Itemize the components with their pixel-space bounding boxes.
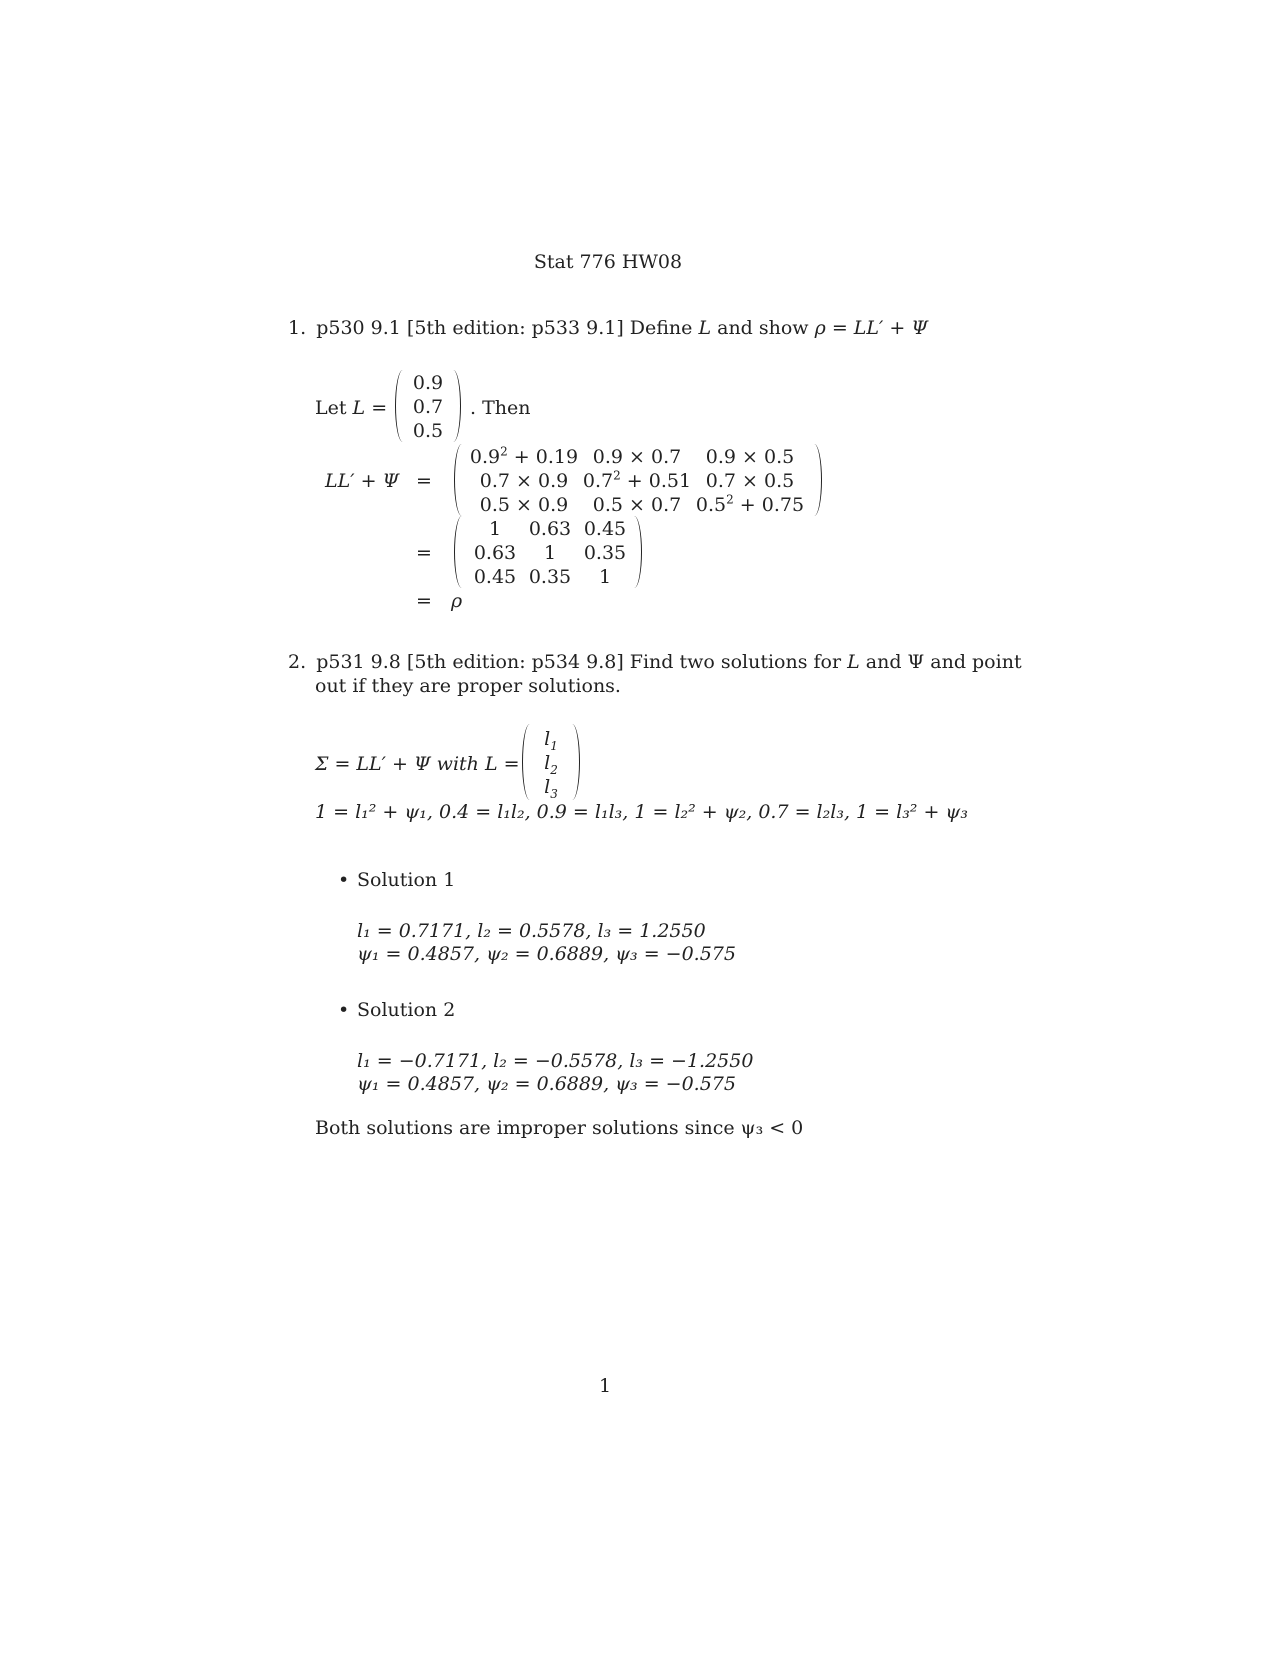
- q2-number: 2.: [288, 651, 307, 673]
- l-vector: [522, 724, 580, 800]
- q2-text: p531 9.8 [5th edition: p534 9.8] Find two solutions for: [316, 651, 848, 673]
- q1-header-text: p530 9.1 [5th edition: p533 9.1] Define: [316, 317, 699, 339]
- l-vector-cell: $l_1$: [544, 728, 558, 753]
- eq-sign-1: =: [416, 470, 432, 492]
- q1-header-and-show: and show: [711, 317, 815, 339]
- q2-line1: [288, 653, 1022, 672]
- matrix-expanded-cell: 0.5 × 0.9: [479, 494, 569, 516]
- eq-sign-2: =: [416, 542, 432, 564]
- q2-L: L: [847, 651, 860, 673]
- matrix-expanded-cell: 0.5 × 0.7: [592, 494, 682, 516]
- matrix-expanded: [454, 444, 822, 516]
- sigma-equation: [315, 755, 520, 774]
- sigma-eq: Σ = LL′ + Ψ with: [315, 753, 485, 775]
- matrix-correlation: [454, 516, 642, 588]
- sigma-L: L: [484, 753, 498, 775]
- matrix-expanded-cell: $0.7^2 + 0.51$: [582, 468, 692, 492]
- q1-header-L: L: [698, 317, 712, 339]
- constraint-equations: 1 = l₁² + ψ₁, 0.4 = l₁l₂, 0.9 = l₁l₃, 1 = l₂² + ψ₂, 0.7 = l₂l₃, 1 = l₃² + ψ₃: [315, 801, 968, 823]
- rho-symbol: ρ: [451, 590, 463, 612]
- l-vector-cell: $l_2$: [544, 752, 558, 777]
- solution-1-l-values: l₁ = 0.7171, l₂ = 0.5578, l₃ = 1.2550: [357, 920, 706, 942]
- q1-lhs: LL′ + Ψ: [325, 470, 400, 492]
- matrix-correlation-cell: 1: [488, 518, 502, 540]
- matrix-expanded-cell: 0.9 × 0.7: [592, 446, 682, 468]
- matrix-correlation-cell: 0.35: [528, 566, 572, 588]
- q1-header: [288, 319, 928, 338]
- solution-2-psi-values: ψ₁ = 0.4857, ψ₂ = 0.6889, ψ₃ = −0.575: [357, 1073, 736, 1095]
- solution-1-psi-values: ψ₁ = 0.4857, ψ₂ = 0.6889, ψ₃ = −0.575: [357, 943, 736, 965]
- solution-2-l-values: l₁ = −0.7171, l₂ = −0.5578, l₃ = −1.2550: [357, 1050, 754, 1072]
- q1-number: 1.: [288, 317, 307, 339]
- solution-2-bullet: •: [338, 999, 350, 1021]
- matrix-correlation-cell: 0.45: [473, 566, 517, 588]
- matrix-correlation-cell: 0.63: [528, 518, 572, 540]
- matrix-correlation-cell: 0.45: [583, 518, 627, 540]
- matrix-correlation-cell: 0.35: [583, 542, 627, 564]
- L-vector-cell: 0.7: [412, 396, 444, 418]
- let-eq: =: [365, 397, 388, 419]
- matrix-expanded-cell: $0.9^2 + 0.19$: [469, 444, 579, 468]
- matrix-expanded-cell: 0.7 × 0.5: [705, 470, 795, 492]
- let-L: L: [352, 397, 366, 419]
- l-vector-cell: $l_3$: [544, 776, 558, 801]
- solution-2-label: Solution 2: [357, 999, 456, 1021]
- sigma-L-eq: =: [497, 753, 520, 775]
- L-vector: [395, 370, 461, 442]
- matrix-correlation-cell: 0.63: [473, 542, 517, 564]
- let-label: Let: [315, 397, 353, 419]
- L-vector-cell: 0.9: [412, 372, 444, 394]
- matrix-expanded-cell: 0.7 × 0.9: [479, 470, 569, 492]
- solution-1-label: Solution 1: [357, 869, 456, 891]
- page-number: 1: [598, 1375, 612, 1397]
- matrix-expanded-cell: 0.9 × 0.5: [705, 446, 795, 468]
- matrix-correlation-cell: 1: [543, 542, 557, 564]
- q1-header-equation: ρ = LL′ + Ψ: [814, 317, 929, 339]
- then-text: . Then: [470, 397, 531, 419]
- matrix-correlation-cell: 1: [598, 566, 612, 588]
- solution-1-bullet: •: [338, 869, 350, 891]
- q2-line2: out if they are proper solutions.: [315, 675, 621, 697]
- L-vector-cell: 0.5: [412, 420, 444, 442]
- matrix-expanded-cell: $0.5^2 + 0.75$: [695, 492, 805, 516]
- conclusion-text: Both solutions are improper solutions since ψ₃ < 0: [315, 1117, 804, 1139]
- page-title: Stat 776 HW08: [533, 251, 683, 273]
- q2-text-mid: and Ψ and point: [859, 651, 1022, 673]
- eq-sign-3: =: [416, 590, 432, 612]
